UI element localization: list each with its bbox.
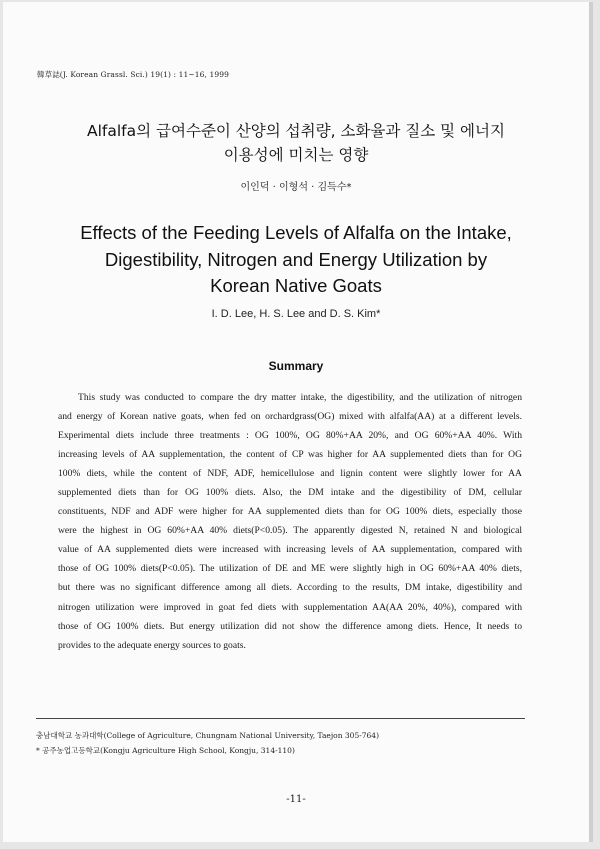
summary-line: but there was no significant difference among all diets. According to the results, DM intake, digestibility and bbox=[58, 582, 522, 594]
footnote-affiliation-2: * 공주농업고등학교(Kongju Agriculture High School, Kongju, 314-110) bbox=[36, 746, 295, 755]
english-title-line-1: Effects of the Feeding Levels of Alfalfa on the Intake, bbox=[80, 222, 512, 243]
korean-title-line-1: Alfalfa의 급여수준이 산양의 섭취량, 소화율과 질소 및 에너지 bbox=[87, 122, 505, 140]
summary-line: This study was conducted to compare the dry matter intake, the digestibility, and the utilization of nitrogen bbox=[78, 392, 522, 403]
summary-line: increasing levels of AA supplementation, the content of CP was higher for AA supplemented diets than for OG bbox=[58, 449, 522, 461]
footnotes bbox=[36, 728, 379, 758]
journal-page bbox=[3, 2, 593, 842]
journal-citation: 韓草誌(J. Korean Grassl. Sci.) 19(1) : 11~16, 1999 bbox=[37, 70, 229, 79]
summary-paragraph bbox=[58, 388, 522, 655]
english-title bbox=[3, 220, 589, 300]
summary-line: nitrogen utilization were improved in goat fed diets with supplementation AA(AA 20%, 40%), compared with bbox=[58, 601, 522, 613]
english-authors: I. D. Lee, H. S. Lee and D. S. Kim* bbox=[211, 308, 381, 320]
english-title-line-3: Korean Native Goats bbox=[210, 275, 382, 296]
summary-line: 100% diets, while the content of NDF, ADF, hemicellulose and lignin content were slightly lower for AA bbox=[58, 468, 522, 480]
footnote-divider bbox=[36, 718, 525, 719]
summary-line: those of OG 100% diets. But energy utilization did not show the difference among diets. Hence, It needs to bbox=[58, 620, 522, 632]
footnote-affiliation-1: 충남대학교 농과대학(College of Agriculture, Chungnam National University, Taejon 305-764) bbox=[36, 731, 380, 740]
summary-line: value of AA supplemented diets were increased with increasing levels of AA supplementation, compared with bbox=[58, 544, 522, 556]
summary-line: those of OG 100% diets(P<0.05). The utilization of DE and ME were slightly high in OG 60%+AA 40% diets, bbox=[58, 563, 522, 575]
summary-line: provides to the adequate energy sources to goats. bbox=[58, 639, 246, 651]
korean-title bbox=[3, 119, 589, 167]
summary-line: Experimental diets include three treatments : OG 100%, OG 80%+AA 20%, and OG 60%+AA 40%. With bbox=[58, 430, 522, 442]
page-number: -11- bbox=[286, 794, 306, 805]
summary-heading: Summary bbox=[268, 359, 324, 373]
summary-line: were the highest in OG 60%+AA 40% diets(P<0.05). The apparently digested N, retained N and biological bbox=[58, 525, 522, 537]
korean-authors: 이인덕 · 이형석 · 김득수* bbox=[240, 182, 352, 193]
korean-title-line-2: 이용성에 미치는 영향 bbox=[223, 146, 369, 164]
summary-line: supplemented diets than for OG 100% diets. Also, the DM intake and the digestibility of DM, cellular bbox=[58, 487, 522, 499]
english-title-line-2: Digestibility, Nitrogen and Energy Utilization by bbox=[104, 248, 488, 270]
summary-line: constituents, NDF and ADF were higher for AA supplemented diets than for OG 100% diets, especially those bbox=[58, 506, 522, 518]
summary-line: and energy of Korean native goats, when fed on orchardgrass(OG) mixed with alfalfa(AA) at a different levels. bbox=[58, 411, 522, 423]
